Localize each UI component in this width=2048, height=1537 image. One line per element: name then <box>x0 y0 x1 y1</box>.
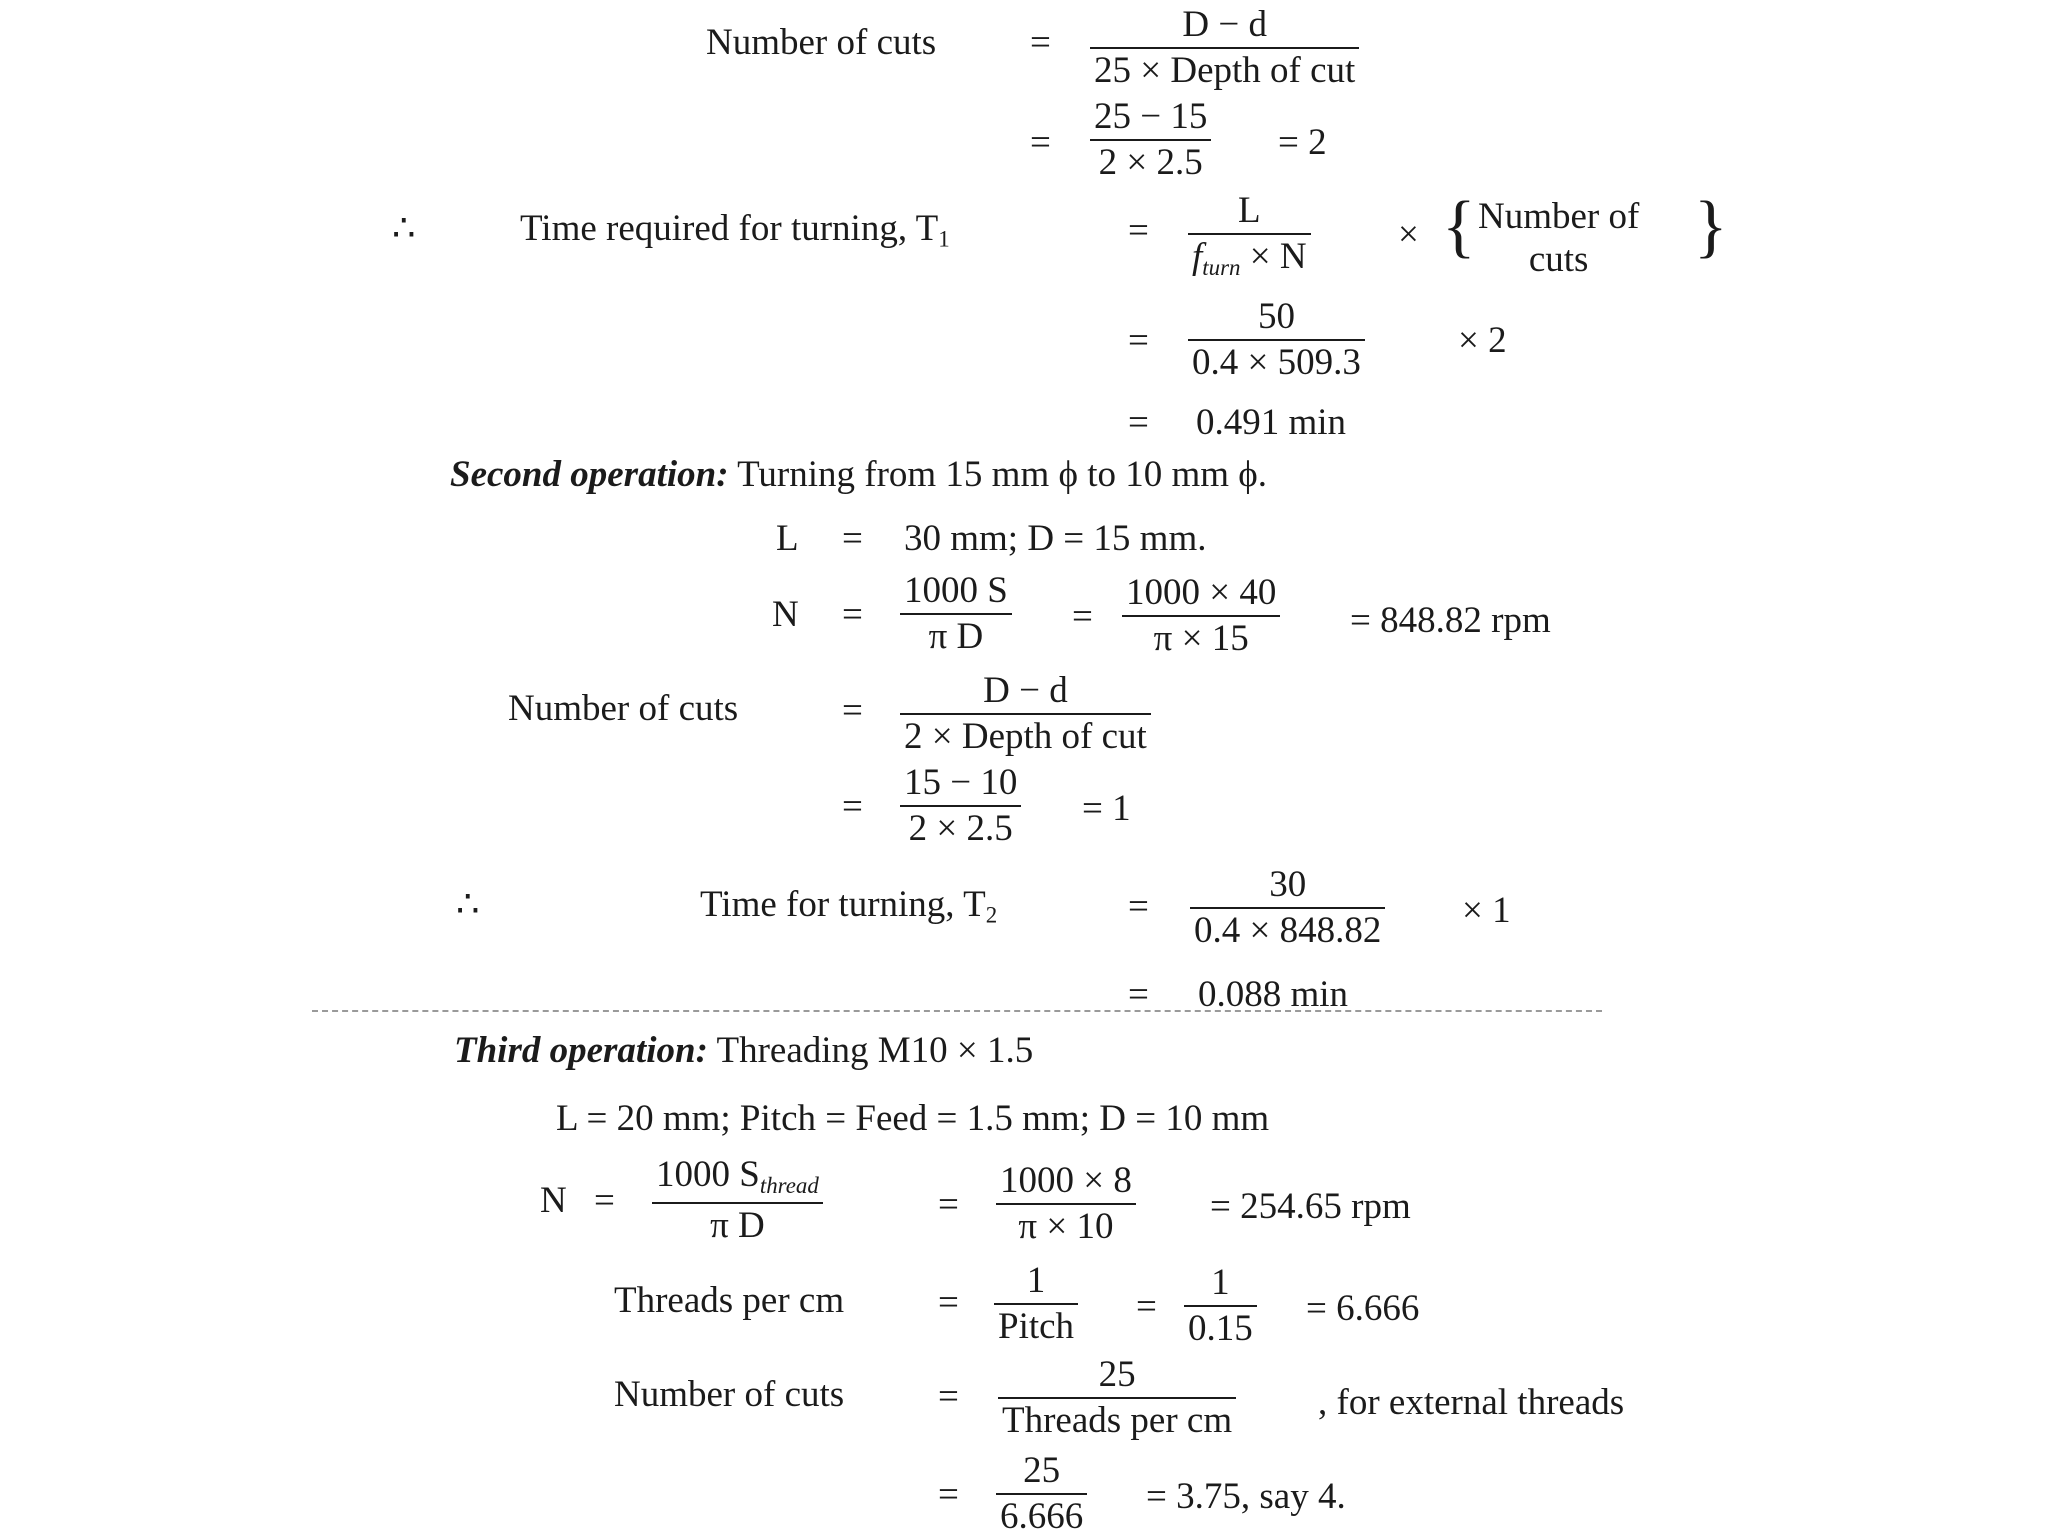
fraction-numerator: D − d <box>983 670 1068 711</box>
equals-sign: = <box>938 1376 959 1417</box>
multiply-sign: × <box>1398 214 1419 255</box>
threads-per-cm-label: Threads per cm <box>614 1280 845 1321</box>
third-speed-substitution-fraction <box>996 1162 1136 1245</box>
fraction-numerator: 30 <box>1269 864 1307 905</box>
second-speed-label: N <box>772 594 799 635</box>
right-brace: } <box>1694 188 1728 265</box>
equals-sign: = <box>1136 1286 1157 1327</box>
fraction-denominator: π × 10 <box>1018 1206 1114 1247</box>
fraction-denominator: π D <box>928 616 984 657</box>
third-speed-result: = 254.65 rpm <box>1210 1186 1411 1227</box>
third-parameters: L = 20 mm; Pitch = Feed = 1.5 mm; D = 10 mm <box>556 1098 1270 1139</box>
fraction-denominator: 2 × 2.5 <box>908 808 1013 849</box>
equals-sign: = <box>1128 320 1149 361</box>
equals-sign: = <box>1128 886 1149 927</box>
second-time-multiplier: × 1 <box>1462 890 1511 931</box>
fraction-denominator: fturn × N <box>1192 236 1307 280</box>
section-divider <box>312 1010 1602 1012</box>
third-speed-formula-fraction <box>652 1156 823 1244</box>
fraction-numerator: 25 − 15 <box>1094 96 1208 137</box>
fraction-denominator: 25 × Depth of cut <box>1094 50 1356 91</box>
equals-sign: = <box>1128 210 1149 251</box>
third-speed-label: N <box>540 1180 567 1221</box>
equals-sign: = <box>938 1474 959 1515</box>
second-length-value: 30 mm; D = 15 mm. <box>904 518 1207 559</box>
fraction-numerator: 1000 Sthread <box>656 1154 819 1198</box>
third-cuts-substitution-fraction <box>996 1452 1087 1535</box>
third-operation-heading: Third operation: Threading M10 × 1.5 <box>454 1030 1034 1071</box>
second-operation-heading: Second operation: Turning from 15 mm ϕ to 10 mm ϕ. <box>450 454 1268 495</box>
fraction-denominator: Threads per cm <box>1002 1400 1233 1441</box>
fraction-numerator: 25 <box>1098 1354 1136 1395</box>
first-time-substitution-fraction <box>1188 298 1365 381</box>
fraction-denominator: 0.4 × 509.3 <box>1192 342 1361 383</box>
first-cuts-result: = 2 <box>1278 122 1327 163</box>
fraction-denominator: 2 × 2.5 <box>1098 142 1203 183</box>
equals-sign: = <box>1030 122 1051 163</box>
fraction-denominator: 0.4 × 848.82 <box>1194 910 1382 951</box>
first-cuts-formula-fraction <box>1090 6 1359 89</box>
equals-sign: = <box>938 1282 959 1323</box>
third-cuts-label: Number of cuts <box>614 1374 845 1415</box>
threads-per-cm-formula-fraction <box>994 1262 1078 1345</box>
first-time-result: 0.491 min <box>1196 402 1347 443</box>
fraction-numerator: 1 <box>1026 1260 1046 1301</box>
second-speed-formula-fraction <box>900 572 1012 655</box>
fraction-numerator: 1000 × 8 <box>1000 1160 1132 1201</box>
number-of-cuts-brace-text: Number of cuts <box>1478 196 1640 280</box>
threads-per-cm-result: = 6.666 <box>1306 1288 1420 1329</box>
second-time-label: Time for turning, $T_2$ <box>700 884 998 928</box>
fraction-denominator: 6.666 <box>1000 1496 1084 1537</box>
fraction-numerator: 1000 S <box>904 570 1008 611</box>
second-time-formula-fraction <box>1190 866 1385 949</box>
equals-sign: = <box>938 1184 959 1225</box>
third-cuts-result: = 3.75, say 4. <box>1146 1476 1346 1517</box>
second-cuts-result: = 1 <box>1082 788 1131 829</box>
second-time-result: 0.088 min <box>1198 974 1349 1015</box>
first-cuts-label: Number of cuts <box>706 22 937 63</box>
equals-sign: = <box>842 594 863 635</box>
fraction-numerator: 1000 × 40 <box>1126 572 1277 613</box>
second-length-label: L <box>776 518 799 559</box>
second-speed-substitution-fraction <box>1122 574 1280 657</box>
fraction-denominator: π × 15 <box>1153 618 1249 659</box>
fraction-numerator: 25 <box>1023 1450 1061 1491</box>
first-time-label: Time required for turning, $T_1$ <box>520 208 950 252</box>
second-speed-result: = 848.82 rpm <box>1350 600 1551 641</box>
equals-sign: = <box>1030 22 1051 63</box>
equals-sign: = <box>842 786 863 827</box>
fraction-denominator: Pitch <box>998 1306 1075 1347</box>
equals-sign: = <box>1128 974 1149 1015</box>
third-cuts-formula-fraction <box>998 1356 1236 1439</box>
left-brace: { <box>1442 188 1476 265</box>
fraction-denominator: 0.15 <box>1188 1308 1253 1349</box>
fraction-denominator: π D <box>710 1204 765 1246</box>
fraction-denominator: 2 × Depth of cut <box>904 716 1147 757</box>
fraction-numerator: D − d <box>1182 4 1267 45</box>
fraction-numerator: 50 <box>1257 296 1295 337</box>
first-time-formula-fraction <box>1188 192 1311 280</box>
fraction-numerator: L <box>1238 190 1261 231</box>
fraction-numerator: 1 <box>1211 1262 1230 1303</box>
second-cuts-substitution-fraction <box>900 764 1021 847</box>
threads-per-cm-substitution-fraction <box>1184 1264 1257 1347</box>
equals-sign: = <box>594 1180 615 1221</box>
therefore-symbol: ∴ <box>392 208 416 249</box>
therefore-symbol: ∴ <box>456 884 480 925</box>
equals-sign: = <box>1128 402 1149 443</box>
equals-sign: = <box>842 690 863 731</box>
first-time-multiplier: × 2 <box>1458 320 1507 361</box>
third-cuts-note: , for external threads <box>1318 1382 1625 1423</box>
fraction-numerator: 15 − 10 <box>904 762 1018 803</box>
second-cuts-formula-fraction <box>900 672 1151 755</box>
first-cuts-substitution-fraction <box>1090 98 1211 181</box>
equals-sign: = <box>1072 596 1093 637</box>
equals-sign: = <box>842 518 863 559</box>
second-cuts-label: Number of cuts <box>508 688 739 729</box>
